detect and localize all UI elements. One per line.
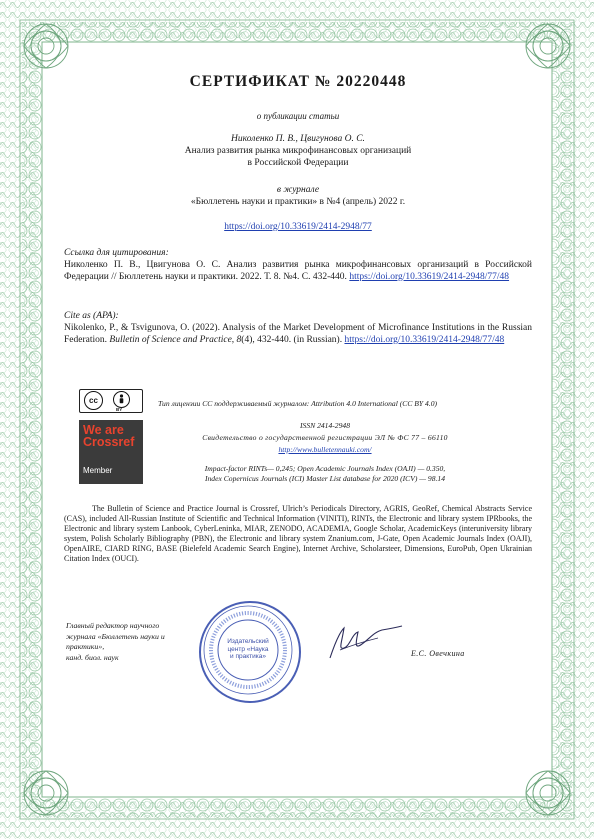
publication-subtitle: о публикации статьи: [256, 111, 340, 121]
editor-role-line4: канд. биол. наук: [66, 652, 119, 662]
issn: ISSN 2414-2948: [300, 421, 350, 430]
registration-certificate: Свидетельство о государственной регистрации ЭЛ № ФС 77 – 66110: [202, 433, 448, 442]
impact-factor-line1: Impact-factor RINTs— 0,245; Open Academic Journals Index (OAJI) — 0.350,: [204, 464, 446, 473]
license-text: Тип лицензии CC поддерживаемый журналом: Attribution 4.0 International (CC BY 4.0): [158, 399, 438, 408]
editor-role-line1: Главный редактор научного: [66, 621, 160, 630]
citation-ru-doi-link[interactable]: https://doi.org/10.33619/2414-2948/77/48: [349, 271, 510, 282]
crossref-member-badge[interactable]: [79, 420, 143, 484]
article-title-line2: в Российской Федерации: [247, 158, 349, 168]
article-authors: Николенко П. В., Цвигунова О. С.: [231, 134, 365, 144]
indexing-paragraph: The Bulletin of Science and Practice Journal is Crossref, Ulrich’s Periodicals Directory, AGRIS, GeoRef, Chemical Abstracts Service (CAS), included All-Russian Institute of Scientific and Technical Information (VINITI), RINTs, the Electronic and library system IPRbooks, the Electronic and library system Lanbook, CyberLeninka, MIAR, ZENODO, ACADEMIA, Google Scholar, AcademicKeys (interuniversity library system, Polish Scholarly Bibliography (PBN), the Electronic and library system Znanium.com, J-Gate, Open Academic Journals Index (OAJI), OpenAIRE, CIARD RING, BASE (Bielefeld Academic Search Engine), Internet Archive, Scholarsteer, Dimensions, EuroPub, Open Ukrainian Citation Index (OUCI).: [64, 504, 532, 563]
impact-factor-line2: Index Copernicus Journals (ICI) Master List database for 2020 (ICV) — 98.14: [204, 474, 446, 483]
citation-ru-text: [64, 260, 532, 283]
citation-en-label: Cite as (APA):: [64, 311, 119, 321]
stamp-line3: и практика»: [230, 653, 266, 660]
crossref-logo-text: Crossref: [83, 435, 135, 449]
citation-ru-body: Николенко П. В., Цвигунова О. С. Анализ развития рынка микрофинансовых организаций в Российской Федерации // Бюллетень науки и практики. 2022. Т. 8. №4. С. 432-440.: [64, 260, 532, 282]
citation-en-text: [64, 323, 532, 346]
editor-role: [66, 621, 206, 663]
journal-website-link[interactable]: http://www.bulletennauki.com/: [278, 445, 372, 454]
journal-name: «Бюллетень науки и практики» в №4 (апрель) 2022 г.: [190, 197, 406, 207]
publisher-stamp: [199, 601, 301, 703]
journal-prefix: в журнале: [276, 185, 320, 195]
crossref-we-are: We are: [83, 423, 124, 437]
certificate-title: СЕРТИФИКАТ № 20220448: [189, 73, 407, 90]
citation-ru-label: Ссылка для цитирования:: [64, 248, 169, 258]
citation-en-journal: Bulletin of Science and Practice, 8: [109, 334, 242, 345]
cc-icon: cc: [84, 391, 103, 410]
article-doi-link[interactable]: https://doi.org/10.33619/2414-2948/77: [224, 222, 372, 232]
citation-en-body: Nikolenko, P., & Tsvigunova, O. (2022). Analysis of the Market Development of Microfinance Institutions in the Russian Federation.: [64, 323, 532, 345]
article-title-line1: Анализ развития рынка микрофинансовых организаций: [184, 146, 412, 156]
editor-role-line2: журнала «Бюллетень науки и: [66, 631, 165, 641]
editor-role-line3: практики»,: [66, 642, 105, 651]
citation-en-doi-link[interactable]: https://doi.org/10.33619/2414-2948/77/48: [344, 334, 505, 345]
editor-name: Е.С. Овечкина: [411, 649, 465, 658]
attribution-person-icon: [113, 391, 130, 408]
citation-en-pages: (4), 432-440. (in Russian).: [241, 334, 343, 345]
cc-by-license-badge[interactable]: [79, 389, 143, 413]
stamp-line2: центр «Наука: [227, 645, 269, 653]
by-label: BY: [116, 407, 123, 412]
editor-signature: [322, 620, 412, 665]
stamp-line1: Издательский: [227, 638, 269, 645]
crossref-member-label: Member: [83, 466, 113, 475]
